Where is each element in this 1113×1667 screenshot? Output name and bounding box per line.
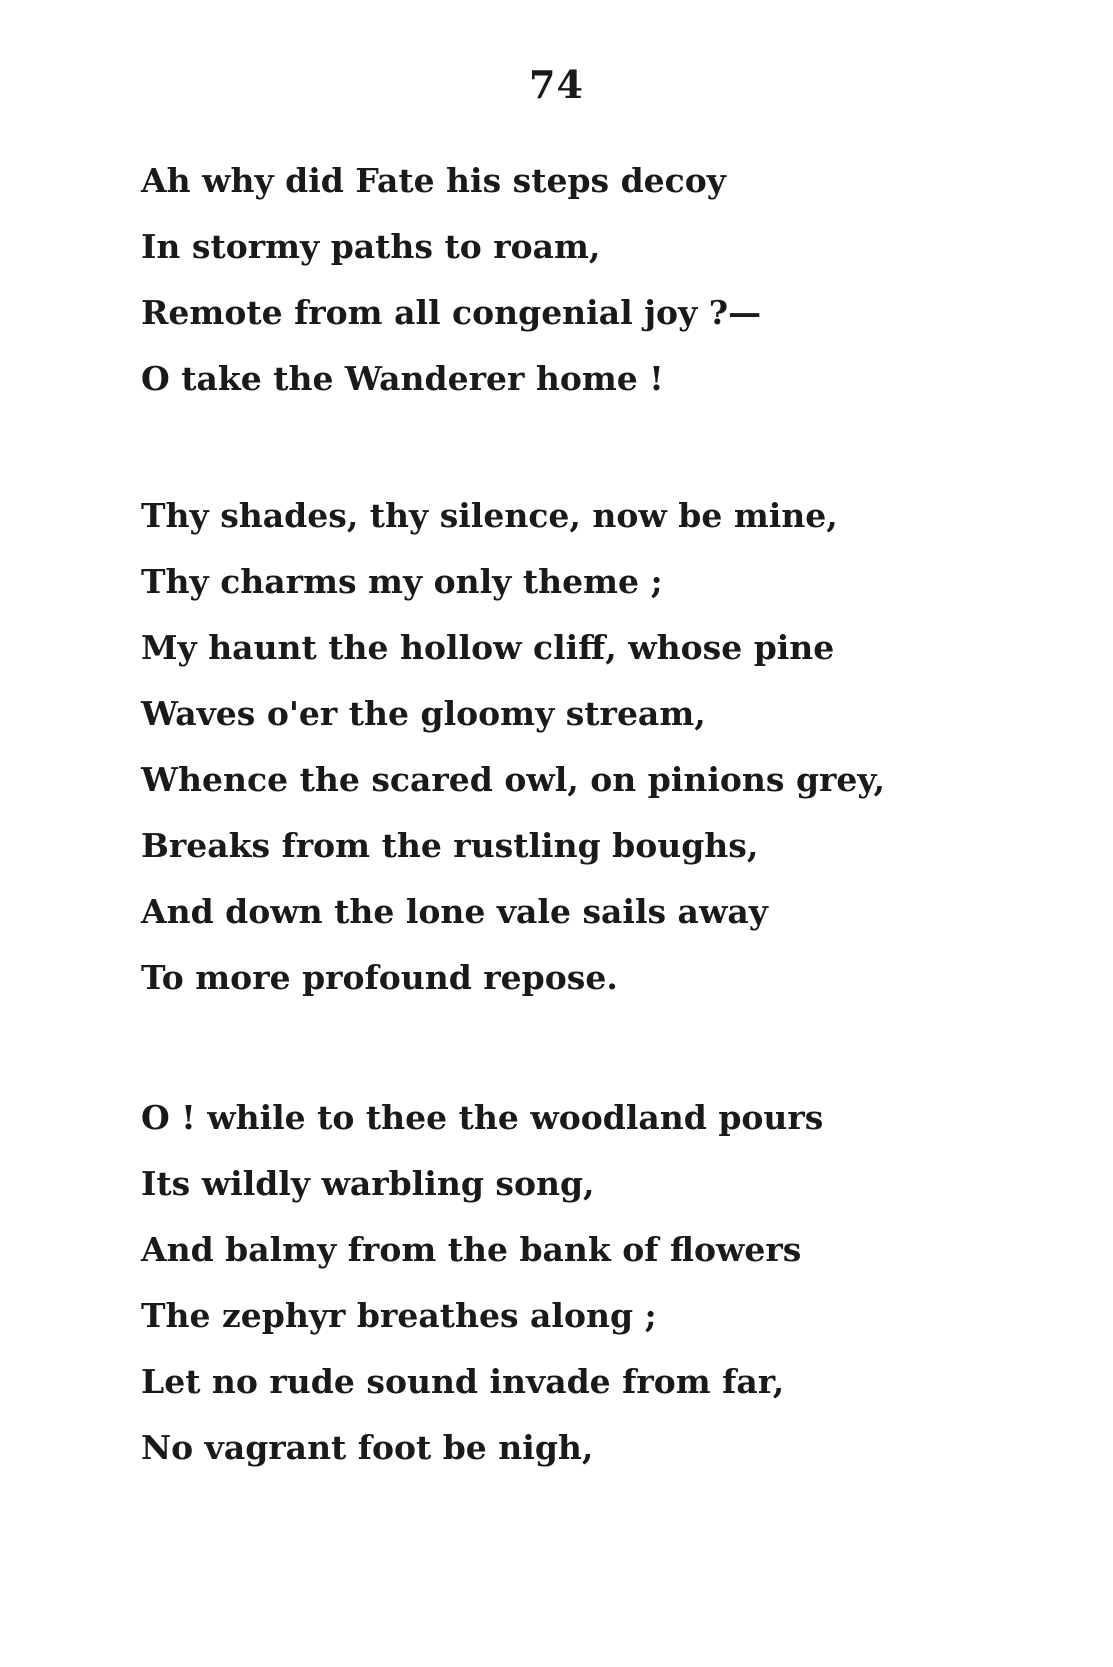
verse-line: Waves o'er the gloomy stream, — [141, 694, 706, 733]
verse-line: Its wildly warbling song, — [141, 1164, 595, 1203]
verse-line: And down the lone vale sails away — [141, 892, 768, 931]
verse-line: Whence the scared owl, on pinions grey, — [141, 760, 885, 799]
verse-line: Thy shades, thy silence, now be mine, — [141, 496, 838, 535]
stanza — [141, 148, 761, 412]
verse-line: Breaks from the rustling boughs, — [141, 826, 759, 865]
verse-line: O take the Wanderer home ! — [141, 359, 664, 398]
verse-line: No vagrant foot be nigh, — [141, 1428, 594, 1467]
page-number: 74 — [529, 62, 584, 107]
verse-line: Ah why did Fate his steps decoy — [141, 161, 726, 200]
verse-line: Let no rude sound invade from far, — [141, 1362, 785, 1401]
verse-line: To more profound repose. — [141, 958, 618, 997]
stanza — [141, 483, 885, 1011]
verse-line: The zephyr breathes along ; — [141, 1296, 657, 1335]
stanza — [141, 1085, 823, 1481]
verse-line: And balmy from the bank of flowers — [141, 1230, 802, 1269]
verse-line: Remote from all congenial joy ?— — [141, 293, 762, 332]
verse-line: In stormy paths to roam, — [141, 227, 601, 266]
verse-line: My haunt the hollow cliff, whose pine — [141, 628, 835, 667]
verse-line: Thy charms my only theme ; — [141, 562, 663, 601]
verse-line: O ! while to thee the woodland pours — [141, 1098, 824, 1137]
